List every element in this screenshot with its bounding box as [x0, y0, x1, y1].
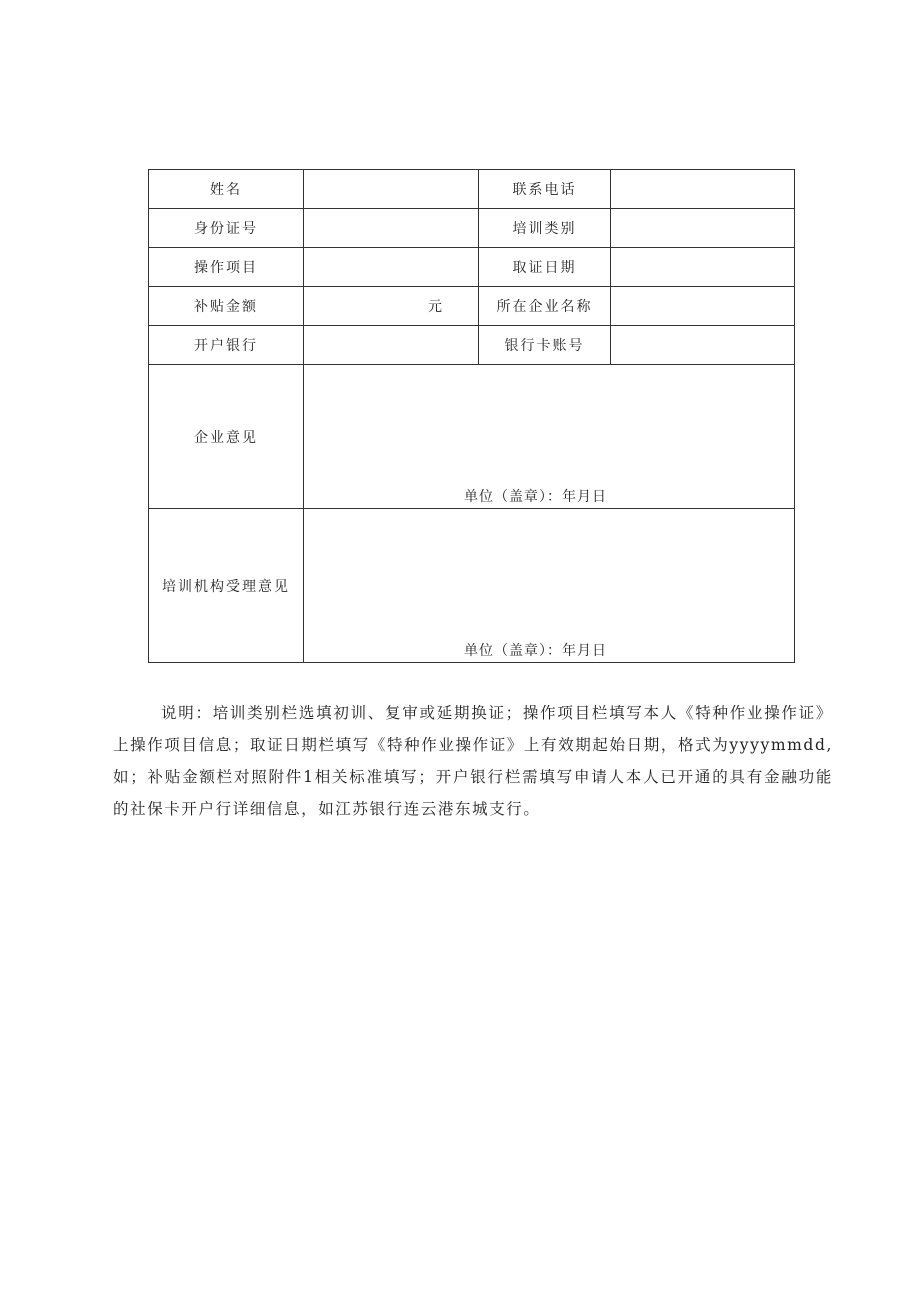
enterprise-opinion-label: 企业意见: [149, 365, 304, 509]
card-number-field[interactable]: [611, 326, 795, 365]
cert-date-label: 取证日期: [479, 248, 611, 287]
form-row-bank: [149, 326, 795, 365]
name-field[interactable]: [304, 170, 479, 209]
phone-field[interactable]: [611, 170, 795, 209]
card-number-label: 银行卡账号: [479, 326, 611, 365]
application-form-table: [148, 169, 795, 663]
enterprise-opinion-field[interactable]: [304, 365, 795, 509]
id-number-field[interactable]: [304, 209, 479, 248]
form-row-name: [149, 170, 795, 209]
instructions-note: 说明：培训类别栏选填初训、复审或延期换证；操作项目栏填写本人《特种作业操作证》上操作项目信息；取证日期栏填写《特种作业操作证》上有效期起始日期，格式为yyyymmdd,如；补贴金额栏对照附件1相关标准填写；开户银行栏需填写申请人本人已开通的具有金融功能的社保卡开户行详细信息，如江苏银行连云港东城支行。: [113, 704, 833, 818]
subsidy-field[interactable]: [304, 287, 479, 326]
company-field[interactable]: [611, 287, 795, 326]
phone-label: 联系电话: [479, 170, 611, 209]
subsidy-unit: 元: [428, 299, 444, 315]
cert-date-field[interactable]: [611, 248, 795, 287]
form-row-enterprise-opinion: [149, 365, 795, 509]
company-label: 所在企业名称: [479, 287, 611, 326]
subsidy-label: 补贴金额: [149, 287, 304, 326]
operation-item-field[interactable]: [304, 248, 479, 287]
institution-opinion-label: 培训机构受理意见: [149, 509, 304, 663]
bank-label: 开户银行: [149, 326, 304, 365]
form-row-operation: [149, 248, 795, 287]
institution-seal-date: 单位（盖章）：年月日: [464, 643, 607, 659]
training-type-field[interactable]: [611, 209, 795, 248]
name-label: 姓名: [149, 170, 304, 209]
form-row-subsidy: [149, 287, 795, 326]
institution-opinion-field[interactable]: [304, 509, 795, 663]
enterprise-seal-date: 单位（盖章）：年月日: [464, 489, 607, 505]
operation-item-label: 操作项目: [149, 248, 304, 287]
training-type-label: 培训类别: [479, 209, 611, 248]
bank-field[interactable]: [304, 326, 479, 365]
form-row-institution-opinion: [149, 509, 795, 663]
form-row-id: [149, 209, 795, 248]
id-number-label: 身份证号: [149, 209, 304, 248]
